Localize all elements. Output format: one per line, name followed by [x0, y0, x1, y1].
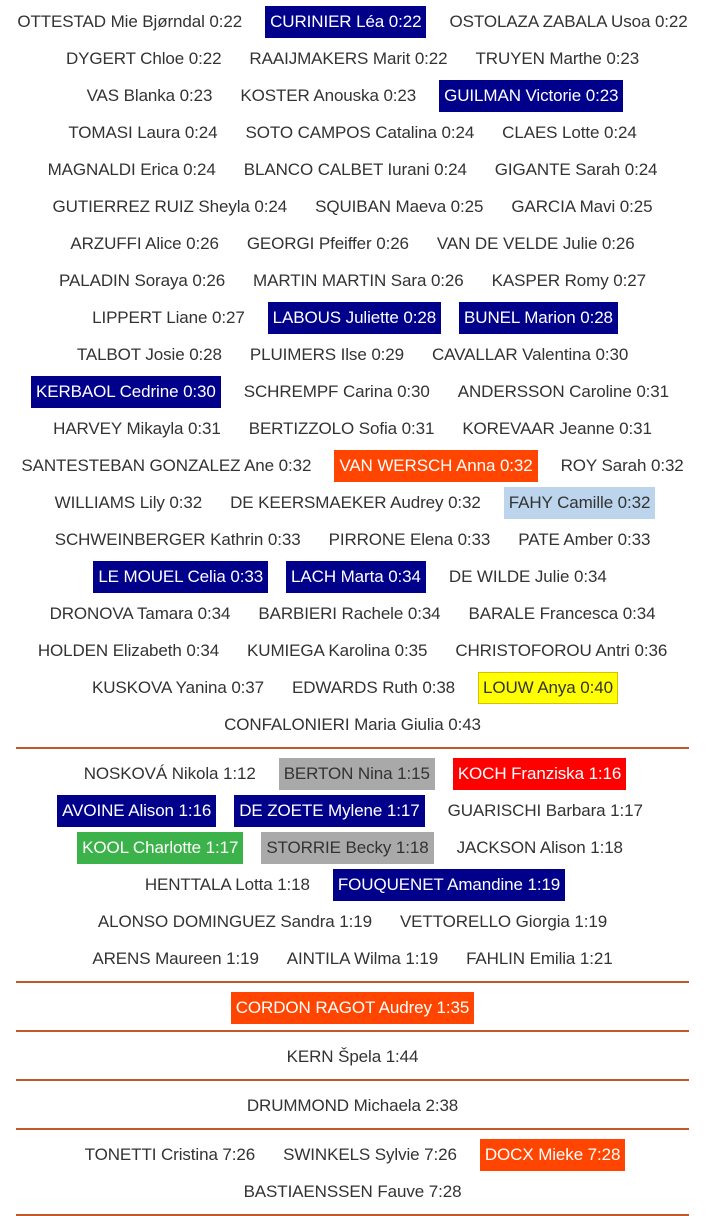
time-gap-group — [0, 1084, 705, 1124]
rider-entry — [65, 228, 223, 260]
rider-name: NOSKOVÁ Nikola — [83, 763, 219, 783]
rider-entry — [245, 339, 409, 371]
rider-time: 0:24 — [183, 159, 216, 179]
rider-time: 1:16 — [178, 800, 212, 820]
rider-row — [0, 1173, 705, 1210]
rider-entry — [31, 376, 221, 408]
rider-time: 1:17 — [386, 800, 420, 820]
rider-time: 0:30 — [397, 381, 430, 401]
rider-entry — [79, 758, 261, 790]
rider-row — [0, 225, 705, 262]
rider-entry — [82, 80, 218, 112]
rider-name: BLANCO CALBET Iurani — [243, 159, 430, 179]
rider-name: BERTON Nina — [283, 763, 393, 783]
rider-entry — [244, 413, 440, 445]
rider-entry — [453, 758, 626, 790]
rider-time: 0:24 — [441, 122, 475, 142]
rider-time: 1:44 — [385, 1046, 419, 1066]
rider-row — [0, 558, 705, 595]
rider-entry — [219, 709, 486, 741]
rider-time: 0:37 — [231, 677, 265, 697]
rider-name: SWINKELS Sylvie — [283, 1144, 420, 1164]
rider-entry — [239, 1176, 467, 1208]
rider-name: CAVALLAR Valentina — [432, 344, 591, 364]
rider-name: GUILMAN Victorie — [444, 85, 582, 105]
rider-entry — [490, 154, 663, 186]
rider-name: PATE Amber — [518, 529, 613, 549]
rider-name: PLUIMERS Ilse — [249, 344, 367, 364]
rider-entry — [432, 228, 640, 260]
rider-row — [0, 866, 705, 903]
rider-entry — [241, 117, 480, 149]
rider-time: 0:31 — [619, 418, 652, 438]
rider-name: KOSTER Anouska — [240, 85, 379, 105]
rider-entry — [265, 6, 426, 38]
rider-row — [0, 40, 705, 77]
rider-entry — [16, 450, 316, 482]
rider-time: 0:34 — [388, 566, 421, 586]
rider-time: 0:29 — [371, 344, 404, 364]
rider-entry — [33, 635, 224, 667]
rider-time: 0:24 — [184, 122, 218, 142]
rider-name: SCHREMPF Carina — [243, 381, 393, 401]
rider-name: GARCIA Mavi — [511, 196, 616, 216]
rider-time: 0:27 — [613, 270, 646, 290]
rider-name: KOCH Franziska — [457, 763, 584, 783]
rider-name: TALBOT Josie — [76, 344, 185, 364]
rider-name: GUARISCHI Barbara — [447, 800, 606, 820]
rider-time: 0:22 — [188, 48, 222, 68]
rider-time: 0:23 — [383, 85, 417, 105]
rider-entry — [239, 154, 472, 186]
rider-row — [0, 484, 705, 521]
rider-entry — [244, 43, 452, 75]
rider-row — [0, 447, 705, 484]
rider-row — [0, 903, 705, 940]
rider-time: 0:35 — [394, 640, 428, 660]
rider-name: AINTILA Wilma — [286, 948, 401, 968]
rider-name: LABOUS Juliette — [272, 307, 399, 327]
rider-name: KERBAOL Cedrine — [36, 381, 179, 401]
rider-entry — [235, 80, 421, 112]
rider-row — [0, 373, 705, 410]
rider-time: 0:22 — [414, 48, 448, 68]
rider-entry — [457, 413, 657, 445]
rider-time: 0:26 — [601, 233, 635, 253]
rider-entry — [268, 302, 441, 334]
rider-time: 1:19 — [339, 911, 372, 931]
rider-row — [0, 940, 705, 977]
rider-name: PALADIN Soraya — [59, 270, 188, 290]
rider-time: 0:33 — [457, 529, 491, 549]
rider-name: DE KEERSMAEKER Audrey — [230, 492, 444, 512]
rider-name: KASPER Romy — [491, 270, 609, 290]
rider-time: 7:26 — [222, 1144, 256, 1164]
rider-time: 1:12 — [223, 763, 256, 783]
rider-time: 0:43 — [448, 714, 481, 734]
rider-entry — [464, 598, 661, 630]
rider-name: TOMASI Laura — [68, 122, 181, 142]
rider-time: 0:22 — [654, 11, 688, 31]
group-separator — [16, 1030, 689, 1032]
rider-entry — [439, 80, 623, 112]
rider-entry — [480, 1139, 626, 1171]
rider-entry — [450, 635, 672, 667]
rider-name: DRONOVA Tamara — [49, 603, 194, 623]
rider-name: OSTOLAZA ZABALA Usoa — [449, 11, 651, 31]
rider-name: BASTIAENSSEN Fauve — [243, 1181, 425, 1201]
rider-name: JACKSON Alison — [456, 837, 586, 857]
rider-name: SANTESTEBAN GONZALEZ Ane — [21, 455, 275, 475]
rider-entry — [72, 339, 227, 371]
rider-name: TRUYEN Marthe — [475, 48, 602, 68]
rider-time: 7:28 — [587, 1144, 621, 1164]
group-separator — [16, 981, 689, 983]
rider-name: BUNEL Marion — [464, 307, 576, 327]
rider-entry — [48, 413, 226, 445]
rider-name: DOCX Mieke — [484, 1144, 584, 1164]
rider-row — [0, 410, 705, 447]
rider-row — [0, 336, 705, 373]
rider-name: KERN Špela — [286, 1046, 382, 1066]
rider-time: 1:19 — [574, 911, 608, 931]
rider-time: 0:22 — [209, 11, 243, 31]
rider-entry — [504, 487, 656, 519]
rider-entry — [54, 265, 230, 297]
rider-entry — [395, 906, 612, 938]
rider-entry — [452, 832, 628, 864]
rider-time: 7:26 — [424, 1144, 457, 1164]
rider-time: 0:33 — [230, 566, 264, 586]
rider-row — [0, 3, 705, 40]
rider-row — [0, 188, 705, 225]
rider-row — [0, 1087, 705, 1124]
rider-name: DE ZOETE Mylene — [239, 800, 383, 820]
rider-entry — [333, 869, 565, 901]
rider-row — [0, 706, 705, 743]
rider-entry — [453, 376, 674, 408]
rider-time: 0:23 — [606, 48, 640, 68]
rider-name: KUMIEGA Karolina — [247, 640, 391, 660]
rider-time: 0:23 — [179, 85, 213, 105]
rider-name: CURINIER Léa — [270, 11, 385, 31]
group-separator — [16, 1128, 689, 1130]
rider-entry — [444, 561, 612, 593]
rider-row — [0, 829, 705, 866]
rider-row — [0, 1038, 705, 1075]
rider-name: ANDERSSON Caroline — [457, 381, 632, 401]
rider-entry — [513, 524, 655, 556]
rider-time: 0:38 — [422, 677, 456, 697]
time-gap-group — [0, 752, 705, 977]
rider-time: 0:28 — [580, 307, 613, 327]
time-gap-group — [0, 1133, 705, 1210]
rider-entry — [43, 154, 221, 186]
rider-entry — [93, 561, 268, 593]
rider-time: 0:30 — [595, 344, 629, 364]
rider-name: FAHLIN Emilia — [466, 948, 576, 968]
rider-entry — [80, 1139, 260, 1171]
rider-entry — [282, 943, 443, 975]
time-gap-group — [0, 1035, 705, 1075]
rider-time: 0:24 — [624, 159, 658, 179]
rider-name: CONFALONIERI Maria Giulia — [224, 714, 444, 734]
rider-time: 1:17 — [610, 800, 643, 820]
rider-time: 0:24 — [434, 159, 467, 179]
rider-name: OTTESTAD Mie Bjørndal — [17, 11, 205, 31]
group-separator — [16, 747, 689, 749]
rider-time: 7:28 — [428, 1181, 462, 1201]
rider-entry — [471, 43, 645, 75]
rider-time: 0:32 — [617, 492, 651, 512]
rider-entry — [461, 943, 618, 975]
rider-row — [0, 632, 705, 669]
rider-entry — [334, 450, 537, 482]
rider-entry — [487, 265, 651, 297]
rider-time: 1:15 — [397, 763, 430, 783]
rider-time: 0:28 — [189, 344, 222, 364]
rider-entry — [48, 191, 293, 223]
rider-name: VAS Blanka — [86, 85, 176, 105]
rider-entry — [427, 339, 633, 371]
rider-name: AVOINE Alison — [62, 800, 174, 820]
rider-entry — [278, 1139, 462, 1171]
rider-time: 2:38 — [425, 1095, 459, 1115]
rider-time: 0:32 — [278, 455, 312, 475]
rider-entry — [242, 635, 432, 667]
rider-row — [0, 77, 705, 114]
rider-entry — [282, 1041, 424, 1073]
rider-name: ARENS Maureen — [92, 948, 222, 968]
rider-name: CLAES Lotte — [502, 122, 600, 142]
rider-row — [0, 299, 705, 336]
rider-name: SCHWEINBERGER Kathrin — [54, 529, 264, 549]
rider-name: LACH Marta — [291, 566, 384, 586]
rider-name: BERTIZZOLO Sofia — [248, 418, 397, 438]
rider-name: BARBIERI Rachele — [258, 603, 404, 623]
rider-entry — [63, 117, 222, 149]
rider-entry — [57, 795, 216, 827]
rider-name: KOREVAAR Jeanne — [462, 418, 615, 438]
rider-name: CORDON RAGOT Audrey — [235, 997, 432, 1017]
rider-row — [0, 114, 705, 151]
rider-time: 0:24 — [254, 196, 288, 216]
rider-name: MAGNALDI Erica — [47, 159, 179, 179]
rider-name: HENTTALA Lotta — [144, 874, 273, 894]
rider-time: 0:24 — [603, 122, 637, 142]
rider-name: VAN WERSCH Anna — [339, 455, 496, 475]
rider-time: 0:28 — [403, 307, 437, 327]
rider-entry — [225, 487, 486, 519]
rider-entry — [87, 943, 263, 975]
rider-entry — [286, 561, 426, 593]
rider-entry — [478, 672, 618, 704]
rider-time: 0:25 — [450, 196, 484, 216]
rider-name: ARZUFFI Alice — [70, 233, 182, 253]
rider-row — [0, 989, 705, 1026]
rider-entry — [279, 758, 435, 790]
rider-row — [0, 755, 705, 792]
rider-entry — [324, 524, 496, 556]
rider-entry — [234, 795, 424, 827]
rider-name: TONETTI Cristina — [84, 1144, 218, 1164]
rider-time: 1:19 — [527, 874, 561, 894]
rider-time: 0:32 — [448, 492, 481, 512]
rider-name: FAHY Camille — [508, 492, 614, 512]
rider-name: DYGERT Chloe — [65, 48, 185, 68]
rider-entry — [444, 6, 692, 38]
rider-entry — [497, 117, 642, 149]
rider-entry — [459, 302, 618, 334]
rider-row — [0, 792, 705, 829]
rider-name: STORRIE Becky — [266, 837, 392, 857]
rider-time: 1:16 — [588, 763, 622, 783]
rider-name: LIPPERT Liane — [92, 307, 208, 327]
rider-entry — [242, 228, 414, 260]
rider-time: 0:25 — [619, 196, 653, 216]
rider-name: SQUIBAN Maeva — [315, 196, 447, 216]
rider-entry — [556, 450, 689, 482]
rider-row — [0, 669, 705, 706]
rider-entry — [87, 672, 269, 704]
rider-entry — [287, 672, 460, 704]
rider-name: GIGANTE Sarah — [494, 159, 621, 179]
rider-name: GUTIERREZ RUIZ Sheyla — [52, 196, 250, 216]
rider-name: VETTORELLO Giorgia — [399, 911, 570, 931]
rider-time: 1:18 — [590, 837, 623, 857]
rider-name: DE WILDE Julie — [448, 566, 570, 586]
rider-time: 0:31 — [636, 381, 669, 401]
rider-name: LE MOUEL Celia — [98, 566, 226, 586]
rider-entry — [50, 524, 306, 556]
rider-row — [0, 151, 705, 188]
rider-name: EDWARDS Ruth — [292, 677, 418, 697]
rider-name: CHRISTOFOROU Antri — [455, 640, 630, 660]
rider-time: 1:17 — [205, 837, 239, 857]
rider-name: GEORGI Pfeiffer — [246, 233, 372, 253]
rider-name: KOOL Charlotte — [82, 837, 201, 857]
rider-row — [0, 595, 705, 632]
rider-time: 0:26 — [192, 270, 226, 290]
rider-time: 1:18 — [395, 837, 429, 857]
rider-row — [0, 262, 705, 299]
rider-entry — [242, 1090, 463, 1122]
rider-entry — [443, 795, 648, 827]
rider-time: 1:19 — [405, 948, 439, 968]
rider-entry — [93, 906, 377, 938]
rider-name: RAAIJMAKERS Marit — [249, 48, 411, 68]
rider-entry — [231, 992, 474, 1024]
rider-time: 0:26 — [186, 233, 219, 253]
rider-name: DRUMMOND Michaela — [246, 1095, 421, 1115]
rider-time: 1:18 — [277, 874, 310, 894]
rider-time: 0:22 — [388, 11, 422, 31]
rider-time: 0:40 — [580, 677, 613, 697]
rider-time: 0:31 — [188, 418, 221, 438]
rider-row — [0, 1136, 705, 1173]
rider-time: 0:34 — [622, 603, 656, 623]
rider-name: ROY Sarah — [560, 455, 647, 475]
rider-time: 0:32 — [169, 492, 203, 512]
rider-entry — [50, 487, 207, 519]
group-separator — [16, 1079, 689, 1081]
rider-time: 0:30 — [183, 381, 216, 401]
rider-time: 0:26 — [376, 233, 409, 253]
rider-entry — [140, 869, 315, 901]
rider-time: 0:34 — [407, 603, 441, 623]
rider-time: 0:34 — [197, 603, 231, 623]
rider-entry — [12, 6, 247, 38]
time-gap-group — [0, 986, 705, 1026]
rider-name: ALONSO DOMINGUEZ Sandra — [97, 911, 335, 931]
rider-time: 0:31 — [401, 418, 435, 438]
rider-time: 0:36 — [634, 640, 668, 660]
rider-entry — [239, 376, 435, 408]
rider-time: 1:35 — [436, 997, 470, 1017]
rider-name: SOTO CAMPOS Catalina — [245, 122, 437, 142]
rider-row — [0, 521, 705, 558]
rider-time: 0:26 — [430, 270, 464, 290]
rider-entry — [506, 191, 657, 223]
rider-time: 1:21 — [579, 948, 613, 968]
rider-name: HOLDEN Elizabeth — [37, 640, 182, 660]
rider-name: KUSKOVA Yanina — [92, 677, 227, 697]
rider-time: 0:33 — [617, 529, 651, 549]
rider-name: PIRRONE Elena — [328, 529, 453, 549]
rider-time: 0:23 — [585, 85, 619, 105]
rider-name: MARTIN MARTIN Sara — [253, 270, 427, 290]
rider-name: VAN DE VELDE Julie — [436, 233, 598, 253]
rider-name: WILLIAMS Lily — [54, 492, 165, 512]
rider-entry — [77, 832, 243, 864]
rider-time: 1:19 — [226, 948, 259, 968]
rider-name: FOUQUENET Amandine — [337, 874, 523, 894]
rider-entry — [253, 598, 445, 630]
rider-time: 0:33 — [267, 529, 301, 549]
rider-time: 0:27 — [211, 307, 245, 327]
rider-time: 0:34 — [186, 640, 220, 660]
rider-entry — [61, 43, 226, 75]
rider-name: LOUW Anya — [483, 677, 576, 697]
rider-name: BARALE Francesca — [468, 603, 619, 623]
rider-entry — [45, 598, 236, 630]
rider-time: 0:32 — [499, 455, 533, 475]
rider-entry — [87, 302, 250, 334]
rider-entry — [248, 265, 469, 297]
rider-name: HARVEY Mikayla — [53, 418, 184, 438]
rider-entry — [310, 191, 488, 223]
rider-time: 0:32 — [650, 455, 684, 475]
rider-entry — [261, 832, 433, 864]
rider-time: 0:34 — [573, 566, 607, 586]
